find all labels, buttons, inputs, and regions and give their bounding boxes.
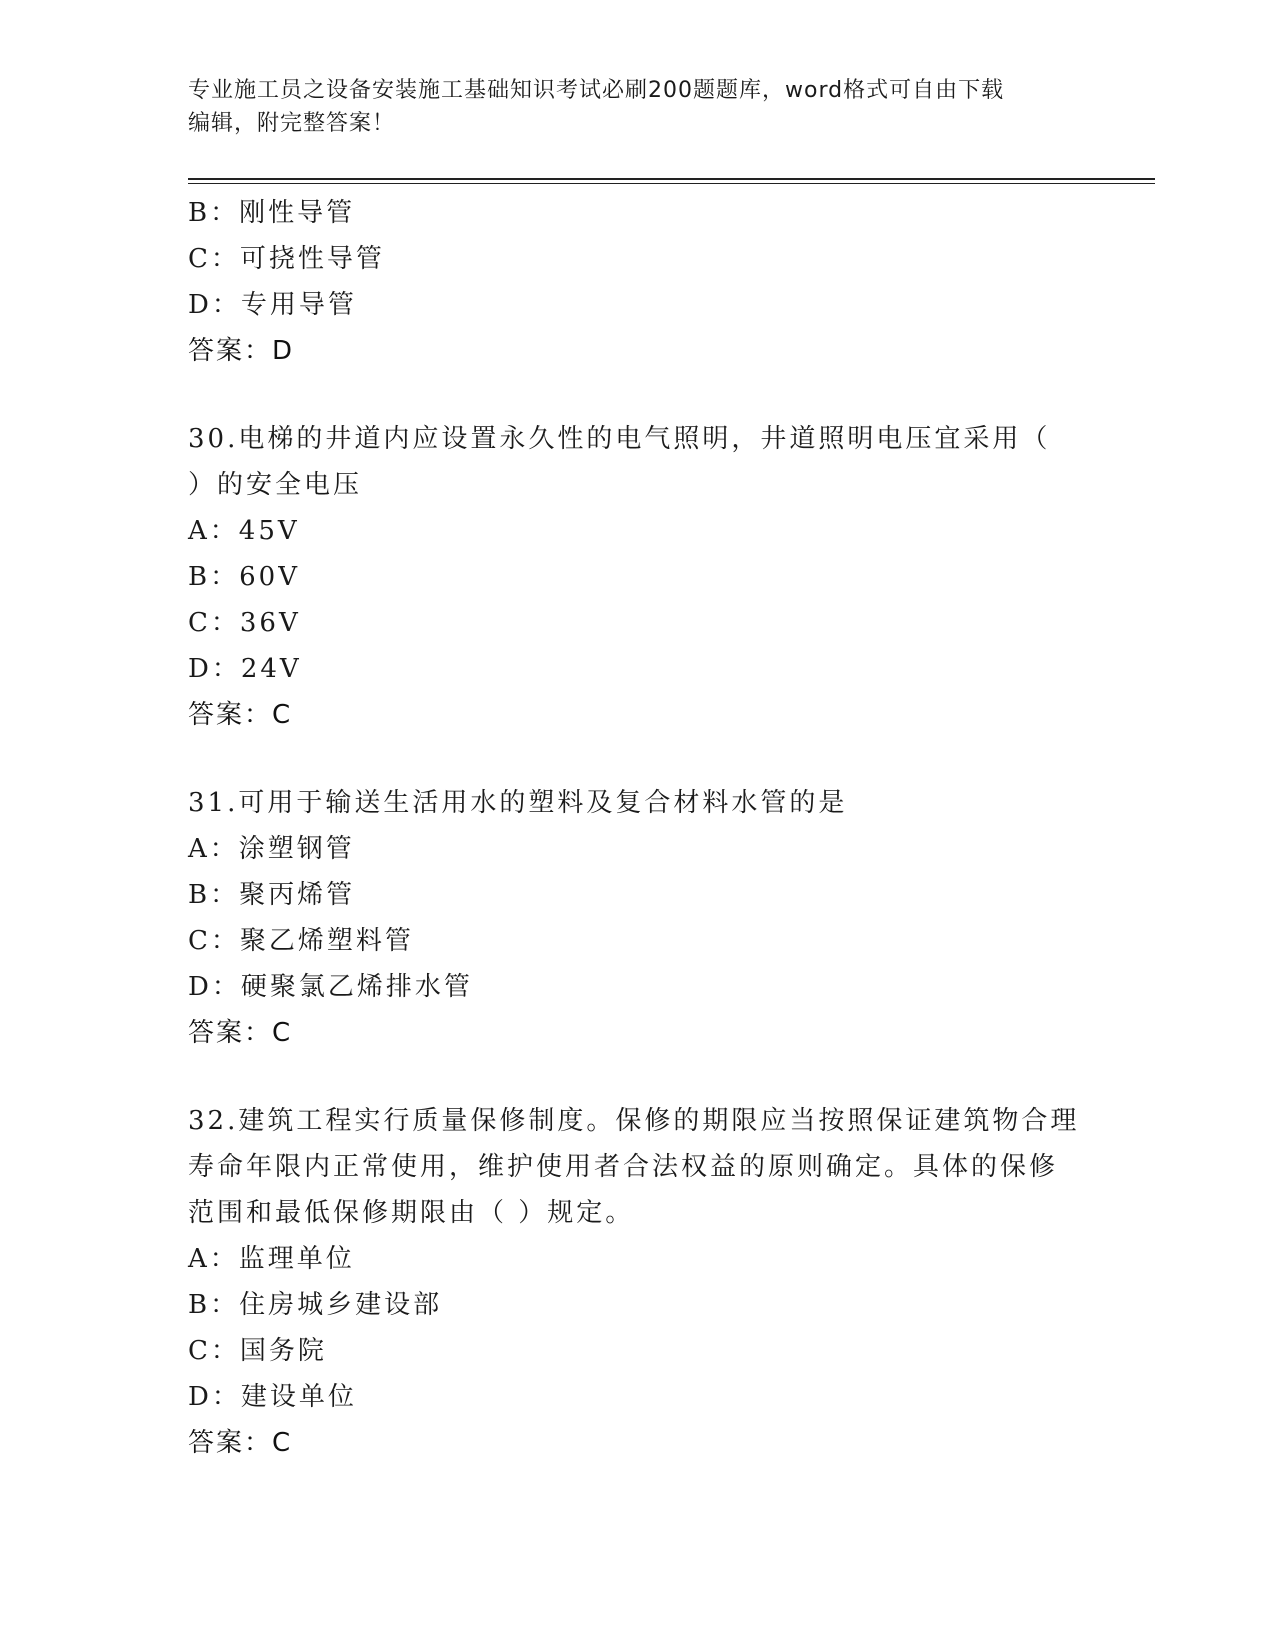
answer-line: 答案：C xyxy=(188,1018,293,1048)
answer-line: 答案：C xyxy=(188,700,293,730)
question-block-31 xyxy=(188,780,1088,1056)
question-block-32 xyxy=(188,1098,1088,1466)
header-title-line-1: 专业施工员之设备安装施工基础知识考试必刷200题题库，word格式可自由下载 xyxy=(188,78,1005,103)
question-stem-line: ）的安全电压 xyxy=(188,470,363,500)
option-a: A：涂塑钢管 xyxy=(188,834,355,864)
question-stem-line: 寿命年限内正常使用，维护使用者合法权益的原则确定。具体的保修 xyxy=(188,1152,1059,1182)
option-a: A：45V xyxy=(188,516,300,546)
question-stem-line: 32.建筑工程实行质量保修制度。保修的期限应当按照保证建筑物合理 xyxy=(188,1106,1080,1136)
option-b: B：刚性导管 xyxy=(188,198,356,228)
option-b: B：住房城乡建设部 xyxy=(188,1290,443,1320)
document-header xyxy=(188,74,1068,140)
question-gap xyxy=(188,1056,1088,1098)
option-d: D：专用导管 xyxy=(188,290,357,320)
question-stem-line: 范围和最低保修期限由（ ）规定。 xyxy=(188,1198,635,1228)
question-list xyxy=(188,190,1088,1466)
option-d: D：24V xyxy=(188,654,302,684)
question-stem-line: 30.电梯的井道内应设置永久性的电气照明，井道照明电压宜采用（ xyxy=(188,424,1051,454)
question-gap xyxy=(188,738,1088,780)
answer-line: 答案：D xyxy=(188,336,295,366)
option-c: C：36V xyxy=(188,608,301,638)
question-gap xyxy=(188,374,1088,416)
option-b: B：60V xyxy=(188,562,300,592)
option-c: C：可挠性导管 xyxy=(188,244,385,274)
question-block-30 xyxy=(188,416,1088,738)
option-c: C：聚乙烯塑料管 xyxy=(188,926,414,956)
option-a: A：监理单位 xyxy=(188,1244,355,1274)
header-divider-thick xyxy=(188,178,1155,180)
answer-line: 答案：C xyxy=(188,1428,293,1458)
question-stem-line: 31.可用于输送生活用水的塑料及复合材料水管的是 xyxy=(188,788,848,818)
header-divider-thin xyxy=(188,183,1155,184)
question-block-29 xyxy=(188,190,1088,374)
option-b: B：聚丙烯管 xyxy=(188,880,356,910)
option-d: D：建设单位 xyxy=(188,1382,357,1412)
header-title-line-2: 编辑，附完整答案！ xyxy=(188,111,396,136)
option-d: D：硬聚氯乙烯排水管 xyxy=(188,972,473,1002)
option-c: C：国务院 xyxy=(188,1336,327,1366)
